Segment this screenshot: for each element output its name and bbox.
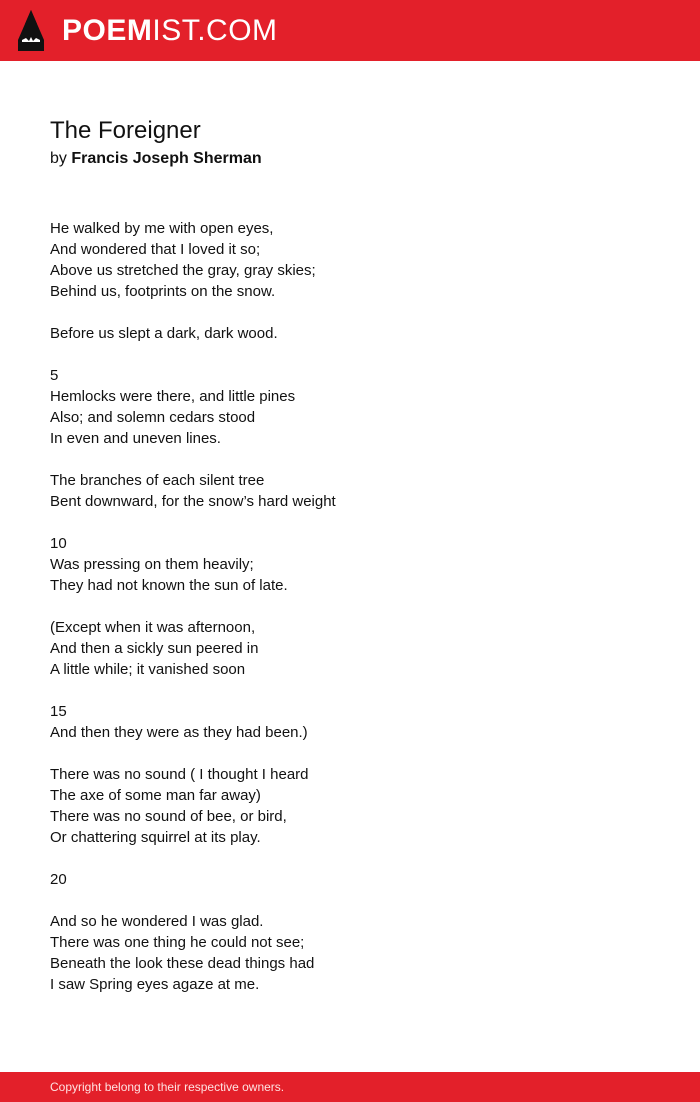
poem-line: And so he wondered I was glad. <box>50 913 264 930</box>
pencil-tip-icon[interactable] <box>18 10 44 51</box>
stanza-break <box>50 680 650 701</box>
poem-line: Above us stretched the gray, gray skies; <box>50 262 316 279</box>
stanza-break <box>50 302 650 323</box>
poem-line: Beneath the look these dead things had <box>50 955 315 972</box>
poem-body <box>50 218 650 995</box>
stanza-break <box>50 848 650 869</box>
by-label: by <box>50 150 67 167</box>
poem-line: There was no sound of bee, or bird, <box>50 808 287 825</box>
site-logo-text[interactable] <box>62 13 278 49</box>
poem-line: Or chattering squirrel at its play. <box>50 829 261 846</box>
stanza-break <box>50 743 650 764</box>
line-number: 5 <box>50 367 59 384</box>
poem-line: A little while; it vanished soon <box>50 661 246 678</box>
poem-line: Was pressing on them heavily; <box>50 556 254 573</box>
poem-line: (Except when it was afternoon, <box>50 619 256 636</box>
poem-author: Francis Joseph Sherman <box>71 150 262 167</box>
poem-line: The branches of each silent tree <box>50 472 265 489</box>
poem-header <box>50 114 650 170</box>
poem-line: And then a sickly sun peered in <box>50 640 259 657</box>
poem-line: Also; and solemn cedars stood <box>50 409 256 426</box>
poem-line: The axe of some man far away) <box>50 787 261 804</box>
poem-line: I saw Spring eyes agaze at me. <box>50 976 260 993</box>
line-number: 10 <box>50 535 67 552</box>
line-number: 15 <box>50 703 67 720</box>
copyright-text: Copyright belong to their respective owners. <box>50 1080 285 1094</box>
site-header <box>0 0 700 61</box>
stanza-break <box>50 596 650 617</box>
poem-byline <box>50 148 650 170</box>
stanza-break <box>50 344 650 365</box>
brand-bold: POEM <box>62 14 153 47</box>
poem-line: Before us slept a dark, dark wood. <box>50 325 278 342</box>
poem-line: There was one thing he could not see; <box>50 934 305 951</box>
poem-title: The Foreigner <box>50 117 201 144</box>
poem-line: And wondered that I loved it so; <box>50 241 261 258</box>
poem-line: Bent downward, for the snow’s hard weight <box>50 493 336 510</box>
poem-line: They had not known the sun of late. <box>50 577 288 594</box>
poem-line: Hemlocks were there, and little pines <box>50 388 296 405</box>
line-number: 20 <box>50 871 67 888</box>
stanza-break <box>50 512 650 533</box>
poem-line: And then they were as they had been.) <box>50 724 308 741</box>
poem-line: He walked by me with open eyes, <box>50 220 274 237</box>
poem-line: Behind us, footprints on the snow. <box>50 283 276 300</box>
brand-light: IST.COM <box>152 14 278 47</box>
poem-line: There was no sound ( I thought I heard <box>50 766 309 783</box>
stanza-break <box>50 449 650 470</box>
stanza-break <box>50 890 650 911</box>
poem-line: In even and uneven lines. <box>50 430 221 447</box>
site-footer <box>0 1072 700 1102</box>
